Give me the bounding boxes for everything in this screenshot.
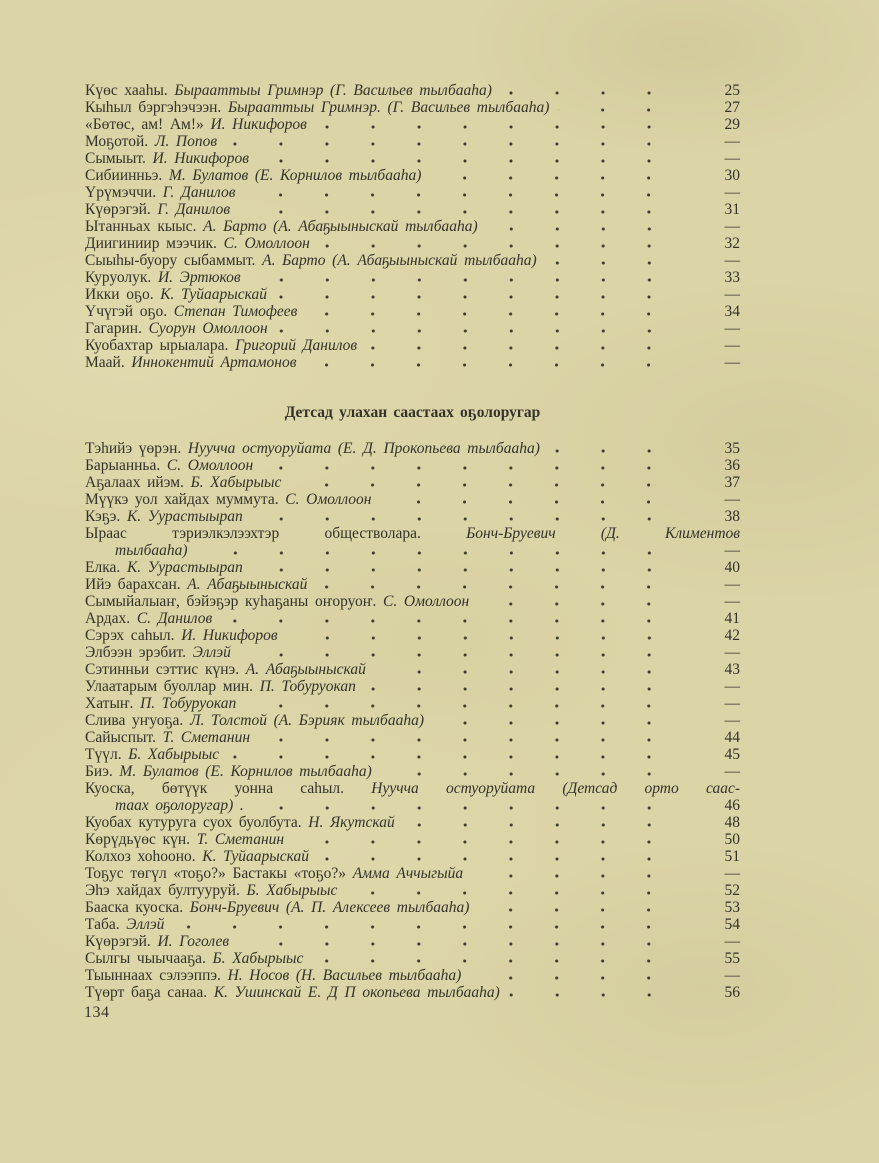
entry-text	[85, 167, 421, 184]
toc-entry	[85, 184, 740, 201]
entry-text	[85, 184, 235, 201]
entry-author: И. Никифоров	[181, 627, 278, 644]
entry-page-number: 33	[724, 269, 740, 286]
entry-author: К. Туйаарыскай	[202, 848, 310, 865]
entry-text	[85, 440, 540, 457]
entry-title: Сэтинньи сэттис күнэ.	[85, 661, 240, 678]
toc-entry	[85, 916, 740, 933]
entry-author: Бырааттыы Гримнэр (Г. Васильев тылбааһа)	[174, 82, 492, 99]
entry-title: Эһэ хайдах бултууруй.	[85, 882, 240, 899]
toc-entry	[85, 865, 740, 882]
entry-title: Биэ.	[85, 763, 113, 780]
dot-leader	[259, 738, 693, 742]
entry-text	[85, 967, 461, 984]
entry-author: Степан Тимофеев	[173, 303, 298, 320]
entry-title: Улаатарым буоллар мин.	[85, 678, 254, 695]
dot-leader	[470, 976, 693, 980]
entry-text	[85, 814, 395, 831]
dot-leader	[306, 312, 693, 316]
toc-entry	[85, 440, 740, 457]
toc-entry	[85, 491, 740, 508]
toc-entry	[85, 99, 740, 116]
entry-title: Слива уҥуоҕа.	[85, 712, 184, 729]
entry-page-number: —	[724, 218, 740, 235]
entry-text	[85, 593, 469, 610]
entry-page-number: —	[724, 252, 740, 269]
toc-entry	[85, 320, 740, 337]
dot-leader	[305, 363, 693, 367]
entry-page-number: 41	[724, 610, 740, 627]
entry-author: Г. Данилов	[157, 201, 231, 218]
dot-leader	[404, 823, 693, 827]
dot-leader	[173, 925, 693, 929]
dot-leader	[478, 908, 693, 912]
entry-text	[85, 882, 337, 899]
entry-text	[85, 457, 253, 474]
dot-leader	[509, 993, 693, 997]
entry-author: Суорун Омоллоон	[148, 320, 268, 337]
entry-text	[85, 984, 500, 1001]
entry-continuation-text: таах оҕолоругар) .	[115, 797, 244, 814]
toc-entry	[85, 576, 740, 593]
entry-author: И. Никифоров	[210, 116, 307, 133]
dot-leader	[501, 91, 693, 95]
entry-author: Эллэй	[126, 916, 165, 933]
entry-author: И. Никифоров	[152, 150, 250, 167]
toc-entry	[85, 269, 740, 286]
entry-page-number: 36	[724, 457, 740, 474]
entry-text	[85, 729, 250, 746]
toc-entry	[85, 933, 740, 950]
entry-title: Күөрэгэй.	[85, 933, 151, 950]
entry-title: Көрүдьүөс күн.	[85, 831, 191, 848]
dot-leader	[290, 483, 693, 487]
entry-text	[85, 627, 278, 644]
dot-leader	[226, 142, 693, 146]
toc-entry	[85, 695, 740, 712]
entry-author: К. Уурастыырап	[126, 508, 243, 525]
entry-text	[85, 933, 229, 950]
entry-author: Б. Хабырыыс	[246, 882, 338, 899]
toc-entry	[85, 167, 740, 184]
toc-entry	[85, 82, 740, 99]
entry-author: И. Гоголев	[157, 933, 230, 950]
entry-author: Л. Попов	[154, 133, 218, 150]
dot-leader	[277, 329, 693, 333]
entry-title: Барыанньа.	[85, 457, 161, 474]
entry-text	[85, 491, 371, 508]
dot-leader	[316, 125, 693, 129]
entry-page-number: 27	[724, 99, 740, 116]
dot-leader	[240, 653, 693, 657]
entry-title: Мүүкэ уол хайдах муммута.	[85, 491, 279, 508]
entry-page-number: —	[724, 967, 740, 984]
entry-author: М. Булатов (Е. Корнилов тылбааһа)	[168, 167, 422, 184]
entry-page-number: —	[724, 337, 740, 354]
entry-author: К. Туйаарыскай	[160, 286, 267, 303]
toc-entry	[85, 746, 740, 763]
toc-entry	[85, 150, 740, 167]
dot-leader	[244, 193, 693, 197]
dot-leader	[253, 806, 693, 810]
entry-title: Елка.	[85, 559, 121, 576]
entry-text	[85, 763, 372, 780]
dot-leader	[546, 261, 693, 265]
dot-leader	[197, 551, 693, 555]
entry-text	[85, 218, 478, 235]
entry-text	[85, 252, 537, 269]
toc-entry	[85, 882, 740, 899]
toc-entry	[85, 252, 740, 269]
entry-title: Сылгы чыычааҕа.	[85, 950, 206, 967]
entry-text	[85, 525, 740, 542]
entry-author: Б. Хабырыыс	[128, 746, 220, 763]
entry-text	[85, 286, 267, 303]
entry-text	[85, 746, 219, 763]
entry-title: Маай.	[85, 354, 125, 371]
entry-title: Диигиниир мээчик.	[85, 235, 217, 252]
dot-leader	[238, 942, 693, 946]
entry-title: Күөс хааһы.	[85, 82, 168, 99]
entry-page-number: 40	[724, 559, 740, 576]
entry-title: Сымыыт.	[85, 150, 146, 167]
entry-author: Бырааттыы Гримнэр. (Г. Васильев тылбааһа)	[227, 99, 550, 116]
dot-leader	[380, 500, 693, 504]
entry-page-number: —	[724, 712, 740, 729]
entry-page-number: 29	[724, 116, 740, 133]
entry-author: А. Барто (А. Абаҕыыныскай тылбааһа)	[203, 218, 478, 235]
entry-text	[85, 950, 303, 967]
entry-author: С. Омоллоон	[166, 457, 254, 474]
toc-entry	[85, 133, 740, 150]
entry-page-number: 54	[724, 916, 740, 933]
toc-entry	[85, 116, 740, 133]
entry-page-number: 44	[724, 729, 740, 746]
toc-entry	[85, 303, 740, 320]
entry-author: И. Эртюков	[157, 269, 241, 286]
entry-author: Б. Хабырыыс	[190, 474, 282, 491]
entry-page-number: —	[724, 678, 740, 695]
entry-title: Куруолук.	[85, 269, 152, 286]
entry-page-number: —	[724, 763, 740, 780]
entry-text	[85, 712, 424, 729]
entry-text	[85, 899, 469, 916]
entry-title: Түүл.	[85, 746, 122, 763]
entry-author: С. Омоллоон	[383, 593, 470, 610]
dot-leader	[319, 244, 693, 248]
entry-page-number: 52	[724, 882, 740, 899]
entry-page-number: —	[724, 320, 740, 337]
toc-entry	[85, 457, 740, 474]
dot-leader	[365, 687, 693, 691]
toc-entry-continuation	[85, 797, 740, 814]
entry-title: Ардах.	[85, 610, 131, 627]
entry-author: К. Уурастыырап	[126, 559, 243, 576]
entry-title: Ыраас тэриэлкэлээхтэр обществолара.	[85, 525, 421, 542]
entry-text	[85, 201, 230, 218]
entry-text	[85, 508, 243, 525]
entry-author: А. Абаҕыыныскай	[245, 661, 366, 678]
entry-text	[85, 303, 297, 320]
toc-entry	[85, 508, 740, 525]
entry-author: Нуучча остуоруйата (Детсад орто саас-	[371, 780, 740, 797]
toc-entry	[85, 678, 740, 695]
toc-entry	[85, 984, 740, 1001]
entry-text	[85, 610, 212, 627]
toc-entry	[85, 593, 740, 610]
dot-leader	[276, 295, 693, 299]
entry-author: А. Абаҕыыныскай	[187, 576, 308, 593]
entry-page-number: 31	[724, 201, 740, 218]
entry-author: Б. Хабырыыс	[212, 950, 304, 967]
entry-text	[85, 354, 296, 371]
entry-title: Сибиинньэ.	[85, 167, 163, 184]
dot-leader	[487, 227, 693, 231]
entry-text	[85, 133, 217, 150]
entry-page-number: —	[724, 865, 740, 882]
entry-text	[85, 320, 268, 337]
entry-page-number: —	[724, 576, 740, 593]
entry-page-number: 51	[724, 848, 740, 865]
entry-text	[85, 559, 243, 576]
entry-author: Т. Сметанин	[196, 831, 285, 848]
entry-page-number: —	[724, 695, 740, 712]
entry-page-number: —	[724, 542, 740, 559]
dot-leader	[478, 602, 693, 606]
entry-author: Иннокентий Артамонов	[131, 354, 297, 371]
entry-author: Т. Сметанин	[162, 729, 251, 746]
entry-title: «Бөтөс, ам! Ам!»	[85, 116, 204, 133]
entry-author: М. Булатов (Е. Корнилов тылбааһа)	[119, 763, 372, 780]
dot-leader	[287, 636, 693, 640]
toc-entry	[85, 235, 740, 252]
entry-page-number: —	[724, 150, 740, 167]
entry-title: Үрүмэччи.	[85, 184, 157, 201]
dot-leader	[252, 568, 693, 572]
page-number-footer: 134	[84, 1004, 110, 1021]
entry-page-number: —	[724, 184, 740, 201]
entry-title: Тэһийэ үөрэн.	[85, 440, 182, 457]
entry-title: Аҕалаах ийэм.	[85, 474, 184, 491]
toc	[85, 82, 740, 1001]
entry-title: Тоҕус төгүл «тоҕо?» Бастакы «тоҕо?»	[85, 865, 347, 882]
entry-page-number: 46	[724, 797, 740, 814]
dot-leader	[250, 278, 693, 282]
entry-author: П. Тобуруокап	[140, 695, 237, 712]
entry-author: Бонч-Бруевич (А. П. Алексеев тылбааһа)	[189, 899, 470, 916]
toc-entry	[85, 967, 740, 984]
entry-text	[85, 661, 366, 678]
entry-text	[85, 865, 463, 882]
toc-entry	[85, 729, 740, 746]
toc-entry	[85, 525, 740, 542]
dot-leader	[430, 176, 693, 180]
toc-entry	[85, 337, 740, 354]
dot-leader	[366, 346, 693, 350]
entry-title: Күөрэгэй.	[85, 201, 151, 218]
entry-page-number: —	[724, 593, 740, 610]
entry-author: Н. Якутскай	[308, 814, 395, 831]
entry-text	[85, 695, 236, 712]
toc-entry	[85, 712, 740, 729]
entry-title: Таба.	[85, 916, 120, 933]
entry-text	[85, 269, 241, 286]
toc-entry	[85, 814, 740, 831]
entry-title: Тыыннаах сэлээппэ.	[85, 967, 221, 984]
entry-author: Нуучча остуоруйата (Е. Д. Прокопьева тылбааһа)	[187, 440, 540, 457]
entry-title: Сайыспыт.	[85, 729, 156, 746]
entry-author: П. Тобуруокап	[259, 678, 356, 695]
dot-leader	[318, 857, 693, 861]
entry-text	[85, 235, 310, 252]
entry-page-number: 30	[724, 167, 740, 184]
entry-text	[85, 82, 492, 99]
entry-text	[85, 99, 549, 116]
entry-author: Григорий Данилов	[235, 337, 358, 354]
entry-page-number: 43	[724, 661, 740, 678]
toc-entry	[85, 610, 740, 627]
entry-title: Кэҕэ.	[85, 508, 121, 525]
toc-entry	[85, 644, 740, 661]
toc-entry	[85, 286, 740, 303]
entry-title: Куоска, бөтүүк уонна саһыл.	[85, 780, 345, 797]
dot-leader	[312, 959, 693, 963]
entry-author: Эллэй	[192, 644, 231, 661]
entry-title: Икки оҕо.	[85, 286, 154, 303]
dot-leader	[239, 210, 693, 214]
dot-leader	[293, 840, 693, 844]
dot-leader	[381, 772, 693, 776]
dot-leader	[433, 721, 693, 725]
entry-text	[85, 576, 307, 593]
entry-title: Куобах кутуруга суох буолбута.	[85, 814, 302, 831]
entry-text	[85, 848, 309, 865]
entry-page-number: 25	[724, 82, 740, 99]
entry-page-number: 34	[724, 303, 740, 320]
entry-title: Гагарин.	[85, 320, 142, 337]
entry-title: Сыыһы-буору сыбаммыт.	[85, 252, 256, 269]
toc-entry	[85, 627, 740, 644]
toc-entry	[85, 763, 740, 780]
dot-leader	[316, 585, 693, 589]
entry-text	[85, 780, 740, 797]
toc-entry	[85, 950, 740, 967]
entry-page-number: 37	[724, 474, 740, 491]
entry-title: Кыһыл бэргэһэчээн.	[85, 99, 222, 116]
entry-author: Л. Толстой (А. Бэрияк тылбааһа)	[189, 712, 424, 729]
entry-page-number: —	[724, 933, 740, 950]
entry-title: Хатыҥ.	[85, 695, 134, 712]
dot-leader	[258, 159, 693, 163]
entry-page-number: 35	[724, 440, 740, 457]
entry-page-number: —	[724, 133, 740, 150]
entry-title: Ытанньах кыыс.	[85, 218, 197, 235]
entry-text	[85, 474, 281, 491]
dot-leader	[346, 891, 693, 895]
entry-page-number: 42	[724, 627, 740, 644]
entry-page-number: —	[724, 354, 740, 371]
dot-leader	[558, 108, 693, 112]
entry-page-number: 56	[724, 984, 740, 1001]
dot-leader	[472, 874, 693, 878]
entry-page-number: 32	[724, 235, 740, 252]
toc-entry	[85, 354, 740, 371]
entry-title: Моҕотой.	[85, 133, 149, 150]
dot-leader	[262, 466, 693, 470]
toc-entry	[85, 780, 740, 797]
entry-title: Сымыйалыаҥ, бэйэҕэр куһаҕаны оҥоруоҥ.	[85, 593, 377, 610]
entry-continuation-text: тылбааһа)	[115, 542, 188, 559]
toc-entry	[85, 218, 740, 235]
entry-text	[85, 916, 164, 933]
entry-text	[85, 116, 307, 133]
entry-text	[85, 337, 357, 354]
dot-leader	[549, 449, 693, 453]
entry-page-number: 55	[724, 950, 740, 967]
entry-title: Үчүгэй оҕо.	[85, 303, 168, 320]
entry-author: Н. Носов (Н. Васильев тылбааһа)	[227, 967, 462, 984]
entry-page-number: 45	[724, 746, 740, 763]
dot-leader	[252, 517, 693, 521]
entry-page-number: —	[724, 644, 740, 661]
entry-title: Элбээн эрэбит.	[85, 644, 187, 661]
entry-page-number: —	[724, 491, 740, 508]
entry-author: Г. Данилов	[162, 184, 236, 201]
entry-text	[85, 644, 231, 661]
toc-entry	[85, 559, 740, 576]
entry-title: Ийэ барахсан.	[85, 576, 181, 593]
toc-entry	[85, 661, 740, 678]
entry-title: Сэрэх саһыл.	[85, 627, 175, 644]
dot-leader	[375, 670, 693, 674]
entry-page-number: 50	[724, 831, 740, 848]
toc-entry	[85, 474, 740, 491]
toc-entry-continuation	[85, 542, 740, 559]
entry-title: Бааска куоска.	[85, 899, 184, 916]
entry-author: С. Данилов	[136, 610, 213, 627]
entry-title: Колхоз хоһооно.	[85, 848, 196, 865]
entry-text	[85, 831, 284, 848]
toc-entry	[85, 201, 740, 218]
entry-author: К. Ушинскай Е. Д П окопьева тылбааһа)	[213, 984, 500, 1001]
entry-author: С. Омоллоон	[285, 491, 372, 508]
entry-page-number: 38	[724, 508, 740, 525]
entry-text	[85, 678, 356, 695]
entry-title: Түөрт баҕа санаа.	[85, 984, 208, 1001]
entry-author: С. Омоллоон	[223, 235, 310, 252]
entry-page-number: —	[724, 286, 740, 303]
dot-leader	[228, 755, 693, 759]
entry-author: Бонч-Бруевич (Д. Климентов	[466, 525, 740, 542]
toc-entry	[85, 848, 740, 865]
toc-entry	[85, 899, 740, 916]
section-heading: Детсад улахан саастаах оҕолоругар	[284, 404, 541, 421]
dot-leader	[221, 619, 693, 623]
dot-leader	[245, 704, 693, 708]
entry-title: Куобахтар ырыалара.	[85, 337, 229, 354]
entry-author: Амма Аччыгыйа	[352, 865, 464, 882]
entry-text	[85, 150, 249, 167]
entry-page-number: 48	[724, 814, 740, 831]
entry-page-number: 53	[724, 899, 740, 916]
entry-author: А. Барто (А. Абаҕыыныскай тылбааһа)	[262, 252, 537, 269]
toc-entry	[85, 831, 740, 848]
